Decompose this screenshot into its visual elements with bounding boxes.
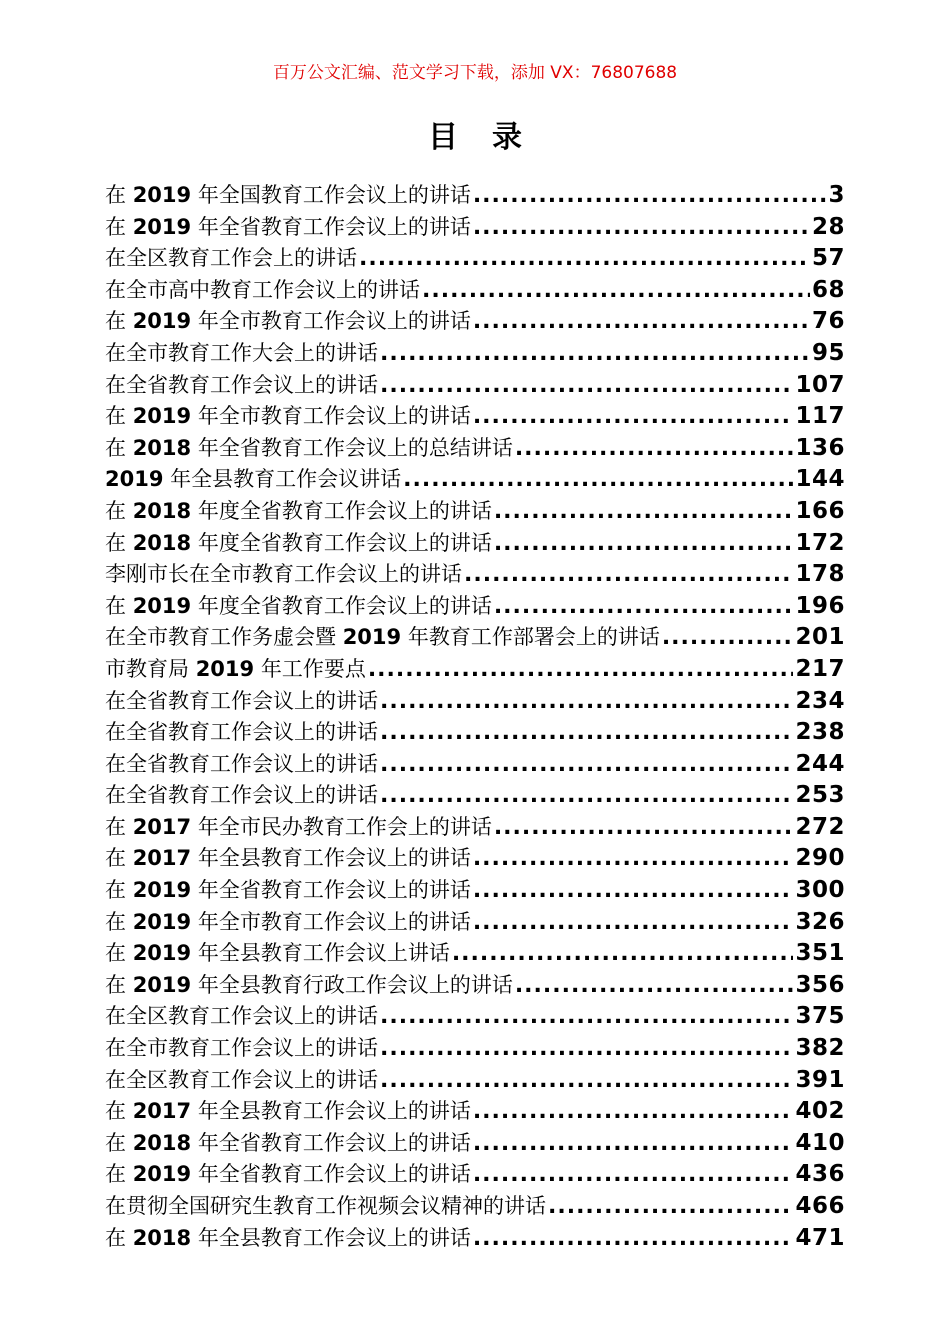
toc-entry-page-number: 95: [811, 339, 845, 366]
toc-entry[interactable]: [105, 496, 845, 528]
toc-dot-leader: [380, 686, 793, 718]
toc-entry[interactable]: [105, 717, 845, 749]
toc-entry-page-number: 136: [795, 434, 845, 461]
toc-entry[interactable]: [105, 180, 845, 212]
toc-entry-page-number: 201: [795, 624, 845, 651]
toc-entry-title: 在 2018 年全省教育工作会议上的讲话: [105, 1130, 471, 1155]
toc-entry-title: 在全区教育工作会议上的讲话: [105, 1067, 378, 1092]
toc-entry-page-number: 402: [795, 1098, 845, 1125]
toc-entry-page-number: 196: [795, 592, 845, 619]
toc-entry[interactable]: [105, 780, 845, 812]
toc-entry[interactable]: [105, 686, 845, 718]
toc-entry-page-number: 217: [795, 655, 845, 682]
toc-entry[interactable]: [105, 1096, 845, 1128]
toc-entry[interactable]: [105, 591, 845, 623]
toc-dot-leader: [473, 1128, 794, 1160]
toc-entry-title: 在全省教育工作会议上的讲话: [105, 751, 378, 776]
toc-entry-title: 在 2017 年全县教育工作会议上的讲话: [105, 1099, 471, 1124]
toc-entry-title: 在 2019 年度全省教育工作会议上的讲话: [105, 593, 492, 618]
toc-entry-title: 在 2018 年全省教育工作会议上的总结讲话: [105, 435, 513, 460]
toc-entry[interactable]: [105, 970, 845, 1002]
toc-entry-page-number: 391: [795, 1066, 845, 1093]
toc-entry-page-number: 57: [811, 245, 845, 272]
toc-entry-title: 在 2019 年全省教育工作会议上的讲话: [105, 214, 471, 239]
toc-entry-page-number: 253: [795, 782, 845, 809]
toc-entry-page-number: 466: [795, 1193, 845, 1219]
toc-entry-page-number: 351: [795, 940, 845, 967]
toc-entry[interactable]: [105, 843, 845, 875]
toc-dot-leader: [380, 749, 793, 781]
toc-entry[interactable]: [105, 938, 845, 970]
toc-dot-leader: [473, 875, 794, 907]
toc-entry[interactable]: [105, 1223, 845, 1255]
toc-list: [105, 180, 845, 1254]
toc-dot-leader: [473, 1096, 794, 1128]
toc-entry-title: 在 2019 年全县教育行政工作会议上的讲话: [105, 972, 513, 997]
toc-entry-title: 在全区教育工作会议上的讲话: [105, 1004, 378, 1029]
toc-dot-leader: [368, 654, 794, 686]
toc-entry-page-number: 290: [795, 845, 845, 872]
toc-dot-leader: [380, 370, 793, 402]
toc-dot-leader: [473, 180, 827, 212]
toc-entry[interactable]: [105, 907, 845, 939]
toc-entry[interactable]: [105, 1065, 845, 1097]
toc-entry-title: 2019 年全县教育工作会议讲话: [105, 467, 402, 492]
toc-entry-page-number: 238: [795, 719, 845, 746]
download-notice: 百万公文汇编、范文学习下载，添加 VX：76807688: [272, 63, 678, 83]
toc-entry-page-number: 178: [795, 561, 845, 588]
toc-dot-leader: [464, 559, 793, 591]
toc-entry[interactable]: [105, 306, 845, 338]
toc-entry[interactable]: [105, 528, 845, 560]
toc-entry[interactable]: [105, 275, 845, 307]
toc-dot-leader: [380, 717, 793, 749]
toc-entry-page-number: 382: [795, 1035, 845, 1062]
toc-entry-page-number: 356: [795, 971, 845, 998]
toc-entry-title: 市教育局 2019 年工作要点: [105, 656, 366, 681]
toc-dot-leader: [473, 1159, 794, 1191]
toc-entry-title: 在 2018 年度全省教育工作会议上的讲话: [105, 498, 492, 523]
toc-dot-leader: [380, 1001, 793, 1033]
toc-entry[interactable]: [105, 433, 845, 465]
toc-entry-page-number: 28: [811, 213, 845, 240]
toc-entry[interactable]: [105, 1159, 845, 1191]
toc-entry[interactable]: [105, 875, 845, 907]
toc-dot-leader: [473, 843, 794, 875]
toc-entry-title: 在 2017 年全县教育工作会议上的讲话: [105, 846, 471, 871]
toc-entry-title: 在全省教育工作会议上的讲话: [105, 372, 378, 397]
toc-entry-page-number: 326: [795, 908, 845, 935]
toc-entry-page-number: 117: [795, 403, 845, 430]
toc-dot-leader: [473, 212, 810, 244]
toc-dot-leader: [515, 433, 794, 465]
toc-entry-title: 在 2017 年全市民办教育工作会上的讲话: [105, 814, 492, 839]
toc-dot-leader: [380, 780, 793, 812]
toc-entry[interactable]: [105, 338, 845, 370]
toc-dot-leader: [380, 338, 810, 370]
toc-entry-page-number: 436: [795, 1161, 845, 1188]
toc-entry-title: 在 2019 年全省教育工作会议上的讲话: [105, 878, 471, 903]
toc-entry[interactable]: [105, 1001, 845, 1033]
toc-entry[interactable]: [105, 622, 845, 654]
toc-dot-leader: [473, 907, 794, 939]
toc-entry-title: 在 2018 年全县教育工作会议上的讲话: [105, 1225, 471, 1250]
toc-entry-page-number: 375: [795, 1003, 845, 1030]
toc-entry-page-number: 166: [795, 497, 845, 524]
toc-entry-page-number: 76: [811, 308, 845, 335]
toc-entry-page-number: 234: [795, 687, 845, 714]
toc-dot-leader: [473, 401, 794, 433]
toc-entry-title: 在 2019 年全省教育工作会议上的讲话: [105, 1162, 471, 1187]
toc-entry-title: 在全省教育工作会议上的讲话: [105, 688, 378, 713]
toc-dot-leader: [380, 1065, 793, 1097]
toc-entry[interactable]: [105, 370, 845, 402]
toc-entry[interactable]: [105, 749, 845, 781]
toc-entry-title: 在 2018 年度全省教育工作会议上的讲话: [105, 530, 492, 555]
toc-entry-title: 在全省教育工作会议上的讲话: [105, 783, 378, 808]
toc-entry-page-number: 144: [795, 466, 845, 493]
toc-entry[interactable]: [105, 654, 845, 686]
toc-entry-title: 在全市高中教育工作会议上的讲话: [105, 277, 420, 302]
toc-entry-title: 在贯彻全国研究生教育工作视频会议精神的讲话: [105, 1194, 546, 1218]
toc-dot-leader: [494, 812, 794, 844]
toc-entry-title: 李刚市长在全市教育工作会议上的讲话: [105, 562, 462, 587]
toc-entry[interactable]: [105, 1033, 845, 1065]
toc-dot-leader: [494, 528, 794, 560]
toc-dot-leader: [380, 1033, 793, 1065]
toc-entry-page-number: 410: [795, 1129, 845, 1156]
toc-dot-leader: [548, 1191, 793, 1223]
toc-dot-leader: [473, 306, 810, 338]
toc-entry-page-number: 107: [795, 371, 845, 398]
toc-dot-leader: [452, 938, 794, 970]
toc-entry-page-number: 3: [828, 182, 845, 208]
toc-dot-leader: [662, 622, 794, 654]
toc-entry-page-number: 272: [795, 813, 845, 840]
toc-entry-title: 在全市教育工作务虚会暨 2019 年教育工作部署会上的讲话: [105, 625, 660, 650]
toc-entry-page-number: 172: [795, 529, 845, 556]
toc-entry-title: 在 2019 年全市教育工作会议上的讲话: [105, 909, 471, 934]
toc-entry[interactable]: [105, 212, 845, 244]
toc-entry-page-number: 68: [811, 276, 845, 303]
toc-entry[interactable]: [105, 812, 845, 844]
toc-entry-title: 在 2019 年全市教育工作会议上的讲话: [105, 404, 471, 429]
toc-entry[interactable]: [105, 1128, 845, 1160]
toc-dot-leader: [403, 464, 793, 496]
toc-entry-title: 在全市教育工作大会上的讲话: [105, 340, 378, 365]
toc-dot-leader: [494, 591, 794, 623]
toc-entry-title: 在 2019 年全市教育工作会议上的讲话: [105, 309, 471, 334]
toc-dot-leader: [473, 1223, 794, 1255]
toc-dot-leader: [422, 275, 810, 307]
toc-entry[interactable]: [105, 401, 845, 433]
toc-title: 目录: [428, 120, 556, 155]
toc-entry-title: 在 2019 年全县教育工作会议上讲话: [105, 941, 450, 966]
toc-entry-page-number: 471: [795, 1224, 845, 1251]
toc-entry-page-number: 300: [795, 877, 845, 904]
toc-entry[interactable]: [105, 464, 845, 496]
toc-entry[interactable]: [105, 1191, 845, 1223]
toc-dot-leader: [515, 970, 794, 1002]
toc-entry-title: 在全区教育工作会上的讲话: [105, 246, 357, 271]
toc-entry-title: 在全省教育工作会议上的讲话: [105, 720, 378, 745]
toc-entry[interactable]: [105, 559, 845, 591]
toc-entry[interactable]: [105, 243, 845, 275]
toc-dot-leader: [494, 496, 794, 528]
toc-entry-title: 在全市教育工作会议上的讲话: [105, 1036, 378, 1061]
toc-entry-title: 在 2019 年全国教育工作会议上的讲话: [105, 183, 471, 207]
toc-entry-page-number: 244: [795, 750, 845, 777]
toc-dot-leader: [359, 243, 810, 275]
